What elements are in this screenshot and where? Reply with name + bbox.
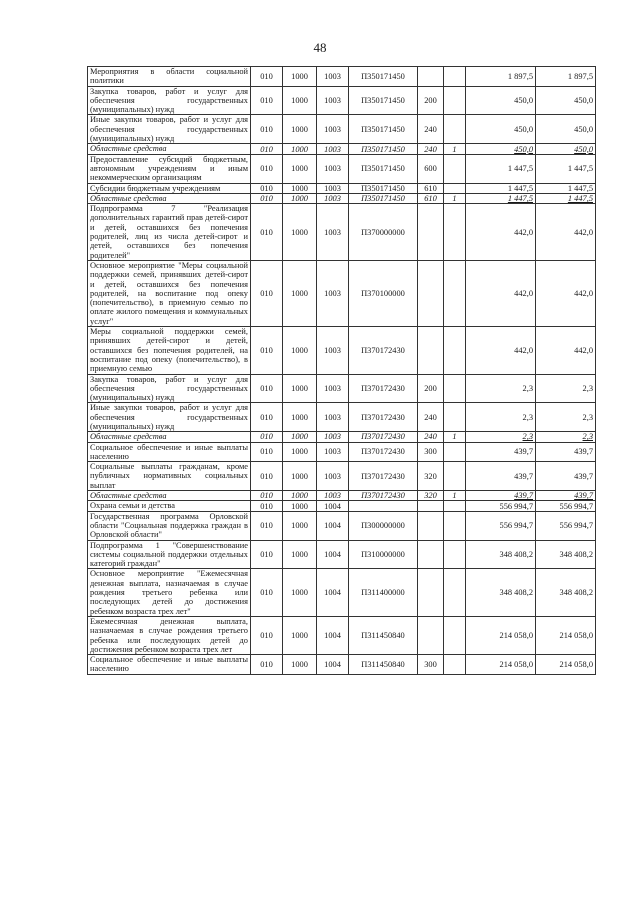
cell-cs: П311450840	[349, 655, 418, 675]
cell-gr: 010	[251, 204, 283, 261]
cell-total: 348 408,2	[536, 540, 596, 569]
budget-table	[87, 66, 596, 675]
cell-total: 214 058,0	[536, 655, 596, 675]
cell-amount: 214 058,0	[466, 655, 536, 675]
table-row	[88, 86, 596, 115]
cell-pr: 1003	[317, 462, 349, 491]
cell-pr: 1004	[317, 616, 349, 654]
row-name: Областные средства	[88, 144, 251, 154]
cell-gr: 010	[251, 462, 283, 491]
cell-cs: П350171450	[349, 144, 418, 154]
cell-cs: П370000000	[349, 204, 418, 261]
cell-source	[444, 154, 466, 183]
table-row	[88, 204, 596, 261]
cell-gr: 010	[251, 442, 283, 462]
cell-rz: 1000	[283, 374, 317, 403]
cell-cs: П311450840	[349, 616, 418, 654]
row-name: Субсидии бюджетным учреждениям	[88, 183, 251, 193]
cell-total: 556 994,7	[536, 511, 596, 540]
cell-pr: 1003	[317, 327, 349, 374]
cell-pr: 1003	[317, 67, 349, 87]
cell-amount: 442,0	[466, 260, 536, 326]
table-row	[88, 154, 596, 183]
cell-total: 450,0	[536, 86, 596, 115]
cell-cs: П370100000	[349, 260, 418, 326]
table-row	[88, 260, 596, 326]
cell-total: 1 897,5	[536, 67, 596, 87]
cell-cs: П370172430	[349, 462, 418, 491]
cell-total: 442,0	[536, 327, 596, 374]
cell-total: 450,0	[536, 144, 596, 154]
table-row	[88, 491, 596, 501]
cell-gr: 010	[251, 403, 283, 432]
table-row	[88, 432, 596, 442]
cell-source: 1	[444, 144, 466, 154]
cell-cs: П350171450	[349, 86, 418, 115]
row-name: Основное мероприятие "Ежемесячная денежная выплата, назначаемая в случае рождения третьего ребенка или последующих детей до достижения ребенком возраста трех лет"	[88, 569, 251, 616]
cell-rz: 1000	[283, 260, 317, 326]
cell-total: 1 447,5	[536, 183, 596, 193]
cell-total: 439,7	[536, 442, 596, 462]
row-name: Социальные выплаты гражданам, кроме публичных нормативных социальных выплат	[88, 462, 251, 491]
cell-rz: 1000	[283, 67, 317, 87]
cell-source	[444, 67, 466, 87]
cell-source	[444, 655, 466, 675]
cell-pr: 1004	[317, 501, 349, 511]
cell-source	[444, 403, 466, 432]
table-row	[88, 193, 596, 203]
table-row	[88, 540, 596, 569]
cell-amount: 214 058,0	[466, 616, 536, 654]
cell-pr: 1004	[317, 655, 349, 675]
table-row	[88, 511, 596, 540]
cell-total: 442,0	[536, 260, 596, 326]
row-name: Подпрограмма 1 "Совершенствование системы социальной поддержки отдельных категорий граждан"	[88, 540, 251, 569]
cell-vr	[418, 260, 444, 326]
cell-rz: 1000	[283, 183, 317, 193]
row-name: Ежемесячная денежная выплата, назначаемая в случае рождения третьего ребенка или последующих детей до достижения ребенком возраста трех лет	[88, 616, 251, 654]
cell-source	[444, 511, 466, 540]
cell-pr: 1004	[317, 511, 349, 540]
table-body	[88, 67, 596, 675]
cell-source: 1	[444, 432, 466, 442]
cell-vr: 600	[418, 154, 444, 183]
row-name: Областные средства	[88, 491, 251, 501]
cell-amount: 1 447,5	[466, 193, 536, 203]
row-name: Закупка товаров, работ и услуг для обеспечения государственных (муниципальных) нужд	[88, 86, 251, 115]
cell-rz: 1000	[283, 442, 317, 462]
cell-pr: 1003	[317, 115, 349, 144]
cell-cs: П370172430	[349, 374, 418, 403]
cell-rz: 1000	[283, 462, 317, 491]
cell-source: 1	[444, 193, 466, 203]
cell-rz: 1000	[283, 204, 317, 261]
cell-gr: 010	[251, 260, 283, 326]
cell-gr: 010	[251, 616, 283, 654]
cell-vr: 320	[418, 462, 444, 491]
row-name: Социальное обеспечение и иные выплаты населению	[88, 442, 251, 462]
cell-cs: П370172430	[349, 432, 418, 442]
cell-gr: 010	[251, 86, 283, 115]
cell-source	[444, 260, 466, 326]
row-name: Областные средства	[88, 193, 251, 203]
cell-gr: 010	[251, 655, 283, 675]
row-name: Иные закупки товаров, работ и услуг для обеспечения государственных (муниципальных) нужд	[88, 115, 251, 144]
cell-rz: 1000	[283, 115, 317, 144]
cell-source: 1	[444, 491, 466, 501]
cell-amount: 2,3	[466, 432, 536, 442]
table-row	[88, 327, 596, 374]
cell-pr: 1003	[317, 442, 349, 462]
cell-rz: 1000	[283, 193, 317, 203]
row-name: Областные средства	[88, 432, 251, 442]
cell-source	[444, 462, 466, 491]
cell-rz: 1000	[283, 616, 317, 654]
table-row	[88, 403, 596, 432]
cell-total: 442,0	[536, 204, 596, 261]
page-number: 48	[313, 40, 327, 55]
cell-rz: 1000	[283, 327, 317, 374]
cell-vr: 200	[418, 374, 444, 403]
cell-total: 1 447,5	[536, 154, 596, 183]
cell-gr: 010	[251, 540, 283, 569]
cell-gr: 010	[251, 501, 283, 511]
row-name: Иные закупки товаров, работ и услуг для обеспечения государственных (муниципальных) нужд	[88, 403, 251, 432]
cell-amount: 450,0	[466, 86, 536, 115]
table-row	[88, 115, 596, 144]
cell-pr: 1003	[317, 154, 349, 183]
table-row	[88, 616, 596, 654]
table-row	[88, 462, 596, 491]
cell-source	[444, 86, 466, 115]
cell-gr: 010	[251, 491, 283, 501]
cell-vr	[418, 501, 444, 511]
cell-pr: 1003	[317, 193, 349, 203]
row-name: Меры социальной поддержки семей, принявших детей-сирот и детей, оставшихся без попечения родителей, на воспитание под опеку (попечительство), в приемную семью	[88, 327, 251, 374]
cell-pr: 1003	[317, 144, 349, 154]
cell-rz: 1000	[283, 655, 317, 675]
row-name: Мероприятия в области социальной политики	[88, 67, 251, 87]
cell-vr: 300	[418, 442, 444, 462]
cell-amount: 348 408,2	[466, 569, 536, 616]
cell-source	[444, 501, 466, 511]
cell-source	[444, 374, 466, 403]
cell-vr	[418, 616, 444, 654]
cell-pr: 1003	[317, 204, 349, 261]
cell-source	[444, 442, 466, 462]
cell-cs: П350171450	[349, 193, 418, 203]
cell-amount: 1 897,5	[466, 67, 536, 87]
cell-vr: 240	[418, 115, 444, 144]
cell-vr	[418, 327, 444, 374]
cell-pr: 1003	[317, 86, 349, 115]
cell-cs: П370172430	[349, 403, 418, 432]
cell-amount: 2,3	[466, 403, 536, 432]
cell-cs: П350171450	[349, 183, 418, 193]
cell-cs: П370172430	[349, 327, 418, 374]
cell-amount: 439,7	[466, 491, 536, 501]
cell-source	[444, 204, 466, 261]
cell-source	[444, 569, 466, 616]
cell-cs: П350171450	[349, 67, 418, 87]
cell-gr: 010	[251, 193, 283, 203]
cell-vr	[418, 569, 444, 616]
cell-amount: 556 994,7	[466, 501, 536, 511]
cell-rz: 1000	[283, 432, 317, 442]
cell-vr	[418, 204, 444, 261]
row-name: Предоставление субсидий бюджетным, автономным учреждениям и иным некоммерческим организациям	[88, 154, 251, 183]
cell-amount: 450,0	[466, 144, 536, 154]
cell-amount: 1 447,5	[466, 154, 536, 183]
cell-pr: 1004	[317, 569, 349, 616]
cell-rz: 1000	[283, 540, 317, 569]
cell-total: 2,3	[536, 374, 596, 403]
cell-total: 2,3	[536, 432, 596, 442]
cell-total: 450,0	[536, 115, 596, 144]
cell-gr: 010	[251, 183, 283, 193]
cell-pr: 1004	[317, 540, 349, 569]
cell-pr: 1003	[317, 260, 349, 326]
cell-amount: 2,3	[466, 374, 536, 403]
cell-vr: 240	[418, 403, 444, 432]
row-name: Государственная программа Орловской области "Социальная поддержка граждан в Орловской области"	[88, 511, 251, 540]
cell-total: 556 994,7	[536, 501, 596, 511]
cell-rz: 1000	[283, 569, 317, 616]
row-name: Охрана семьи и детства	[88, 501, 251, 511]
cell-source	[444, 327, 466, 374]
cell-gr: 010	[251, 432, 283, 442]
table-row	[88, 655, 596, 675]
cell-total: 214 058,0	[536, 616, 596, 654]
cell-total: 439,7	[536, 462, 596, 491]
cell-vr: 240	[418, 144, 444, 154]
cell-gr: 010	[251, 154, 283, 183]
cell-source	[444, 115, 466, 144]
cell-pr: 1003	[317, 403, 349, 432]
cell-vr	[418, 511, 444, 540]
cell-vr: 610	[418, 183, 444, 193]
cell-rz: 1000	[283, 144, 317, 154]
table-row	[88, 144, 596, 154]
cell-amount: 450,0	[466, 115, 536, 144]
cell-cs: П370172430	[349, 442, 418, 462]
cell-pr: 1003	[317, 183, 349, 193]
table-row	[88, 183, 596, 193]
cell-vr: 200	[418, 86, 444, 115]
cell-gr: 010	[251, 67, 283, 87]
cell-pr: 1003	[317, 374, 349, 403]
cell-amount: 442,0	[466, 327, 536, 374]
cell-cs: П370172430	[349, 491, 418, 501]
cell-pr: 1003	[317, 491, 349, 501]
cell-pr: 1003	[317, 432, 349, 442]
cell-gr: 010	[251, 144, 283, 154]
cell-rz: 1000	[283, 403, 317, 432]
cell-amount: 1 447,5	[466, 183, 536, 193]
row-name: Подпрограмма 7 "Реализация дополнительных гарантий прав детей-сирот и детей, оставшихся без попечения родителей, лиц из числа детей-сирот и детей, оставшихся без попечения родителей"	[88, 204, 251, 261]
table-row	[88, 501, 596, 511]
cell-total: 2,3	[536, 403, 596, 432]
table-row	[88, 442, 596, 462]
cell-rz: 1000	[283, 501, 317, 511]
row-name: Закупка товаров, работ и услуг для обеспечения государственных (муниципальных) нужд	[88, 374, 251, 403]
cell-vr: 300	[418, 655, 444, 675]
cell-cs: П300000000	[349, 511, 418, 540]
cell-rz: 1000	[283, 154, 317, 183]
cell-amount: 348 408,2	[466, 540, 536, 569]
cell-vr: 240	[418, 432, 444, 442]
cell-gr: 010	[251, 327, 283, 374]
cell-vr	[418, 67, 444, 87]
cell-amount: 439,7	[466, 442, 536, 462]
cell-amount: 442,0	[466, 204, 536, 261]
cell-rz: 1000	[283, 511, 317, 540]
table-row	[88, 569, 596, 616]
cell-rz: 1000	[283, 491, 317, 501]
cell-total: 1 447,5	[536, 193, 596, 203]
cell-source	[444, 540, 466, 569]
cell-total: 439,7	[536, 491, 596, 501]
cell-gr: 010	[251, 115, 283, 144]
table-row	[88, 374, 596, 403]
cell-cs: П310000000	[349, 540, 418, 569]
cell-cs: П350171450	[349, 115, 418, 144]
cell-total: 348 408,2	[536, 569, 596, 616]
cell-gr: 010	[251, 511, 283, 540]
cell-cs: П311400000	[349, 569, 418, 616]
cell-vr: 610	[418, 193, 444, 203]
cell-source	[444, 183, 466, 193]
cell-cs: П350171450	[349, 154, 418, 183]
table-row	[88, 67, 596, 87]
cell-gr: 010	[251, 374, 283, 403]
row-name: Основное мероприятие "Меры социальной поддержки семей, принявших детей-сирот и детей, оставшихся без попечения родителей, на воспитание под опеку (попечительство), в приемную семью по оплате жилого помещения и коммунальных услуг"	[88, 260, 251, 326]
cell-rz: 1000	[283, 86, 317, 115]
cell-amount: 556 994,7	[466, 511, 536, 540]
cell-source	[444, 616, 466, 654]
cell-vr: 320	[418, 491, 444, 501]
cell-cs	[349, 501, 418, 511]
row-name: Социальное обеспечение и иные выплаты населению	[88, 655, 251, 675]
cell-amount: 439,7	[466, 462, 536, 491]
cell-gr: 010	[251, 569, 283, 616]
cell-vr	[418, 540, 444, 569]
